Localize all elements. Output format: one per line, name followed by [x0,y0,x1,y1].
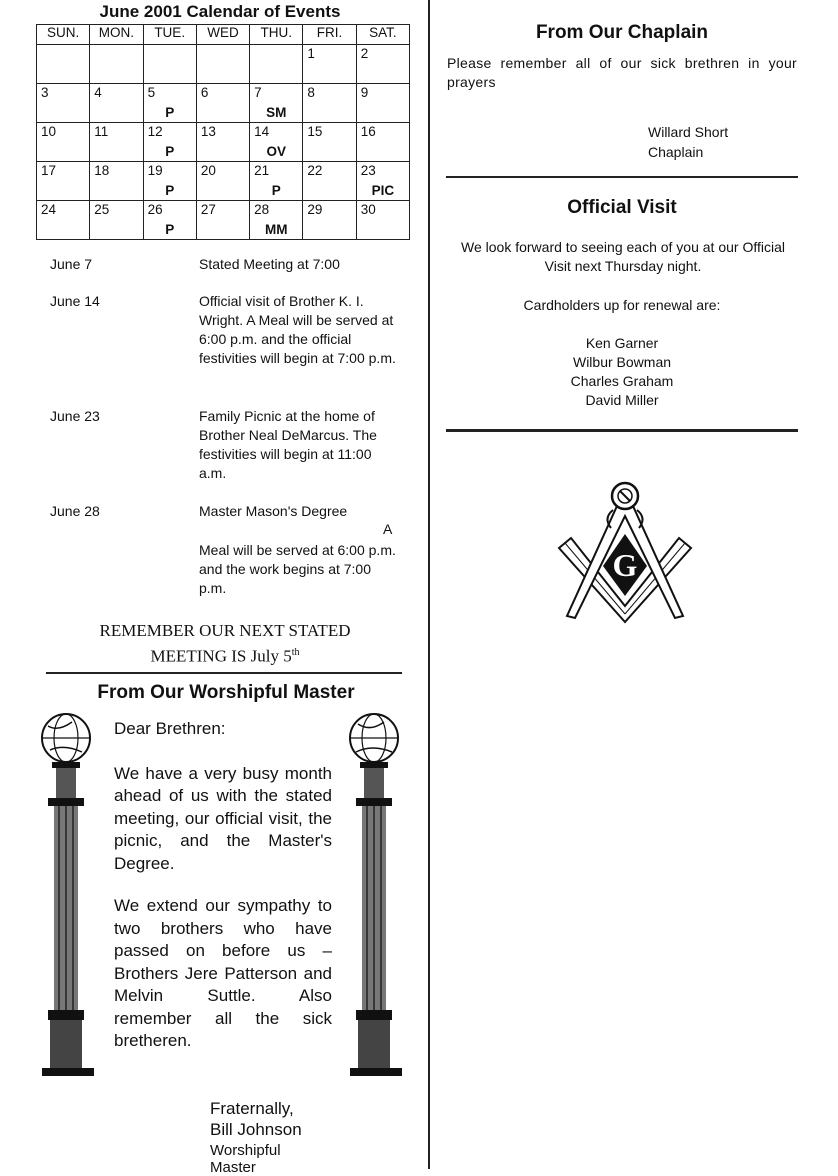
calendar-day-cell [356,201,409,240]
calendar-day-cell [250,123,303,162]
square-and-compass-emblem [555,476,695,626]
calendar-day-cell [196,162,249,201]
calendar-week-row [37,162,410,201]
event-code: P [165,183,175,198]
calendar-day-cell [196,123,249,162]
day-number: 25 [94,202,110,217]
calendar-title: June 2001 Calendar of Events [99,2,341,21]
calendar-day-cell [37,123,90,162]
day-number: 7 [254,85,262,100]
left-pillar-illustration [38,712,100,1078]
calendar-day-cell [37,84,90,123]
calendar-day-cell [250,45,303,84]
day-number: 14 [254,124,270,139]
calendar-day-cell [90,84,143,123]
calendar-week-row [37,201,410,240]
calendar-day-cell [250,201,303,240]
calendar-day-cell [356,123,409,162]
event-date: June 14 [50,293,100,309]
emblem-letter: G [612,547,638,583]
column-divider [428,0,430,1169]
letter-paragraph: We extend our sympathy to two brothers who have passed on before us – Brothers Jere Patterson and Melvin Suttle. Also remember all the sick bretheren. [114,896,332,1050]
section-divider [446,429,798,432]
calendar-day-cell [90,123,143,162]
calendar-day-cell [143,84,196,123]
day-number: 27 [200,202,216,217]
calendar-day-cell [303,162,356,201]
calendar-day-cell [303,84,356,123]
day-number: 18 [94,163,110,178]
calendar-day-cell [303,45,356,84]
section-divider [46,672,402,674]
day-number: 29 [307,202,323,217]
worshipful-master-title: From Our Worshipful Master [97,682,355,703]
cardholder-name: Ken Garner [585,335,659,351]
day-header: SUN. [37,25,90,45]
calendar-day-cell [303,123,356,162]
day-header: MON. [90,25,143,45]
event-code: P [165,222,175,237]
day-number: 24 [41,202,57,217]
day-number: 6 [200,85,209,100]
day-header: SAT. [356,25,409,45]
calendar-table [36,24,410,240]
event-code: MM [265,222,288,237]
day-number: 19 [147,163,163,178]
day-number: 20 [200,163,216,178]
chaplain-message: Please remember all of our sick brethren in your prayers [447,55,797,90]
day-number: 11 [94,124,109,139]
day-number: 28 [254,202,270,217]
day-number: 10 [41,124,57,139]
section-divider [446,176,798,178]
cardholders-label: Cardholders up for renewal are: [523,297,721,313]
calendar-day-cell [90,45,143,84]
event-continuation-letter: A [383,521,393,537]
signature-role: Master [210,1159,256,1176]
calendar-day-cell [90,201,143,240]
right-pillar-illustration [344,712,406,1078]
event-date: June 28 [50,503,100,519]
day-header: THU. [250,25,303,45]
event-code: P [165,105,175,120]
worshipful-master-letter [114,718,332,1053]
calendar-week-row [37,84,410,123]
calendar-day-cell [303,201,356,240]
calendar-day-cell [196,45,249,84]
letter-greeting: Dear Brethren: [114,719,226,738]
calendar-day-cell [37,201,90,240]
letter-signature [210,1098,302,1175]
reminder-notice [60,620,390,668]
event-date: June 23 [50,408,100,424]
event-description-continued: Meal will be served at 6:00 p.m. and the work begins at 7:00 p.m. [199,542,396,596]
reminder-line: REMEMBER OUR NEXT STATED [99,621,351,640]
day-number: 26 [147,202,163,217]
day-number: 12 [147,124,163,139]
calendar-day-cell [37,45,90,84]
event-code: PIC [371,183,395,198]
calendar-day-cell [250,84,303,123]
calendar-day-cell [250,162,303,201]
official-visit-message: We look forward to seeing each of you at our Official Visit next Thursday night. [461,239,785,274]
day-number: 16 [360,124,376,139]
event-description: Family Picnic at the home of Brother Neal DeMarcus. The festivities will begin at 11:00 a.m. [199,408,377,481]
day-number: 4 [94,85,102,100]
signature-role: Worshipful [210,1142,281,1159]
chaplain-role: Chaplain [648,144,704,160]
event-code: P [271,183,281,198]
calendar-day-cell [196,84,249,123]
event-description: Stated Meeting at 7:00 [199,256,340,272]
letter-paragraph: We have a very busy month ahead of us with the stated meeting, our official visit, the picnic, and the Master's Degree. [114,763,332,873]
event-code: OV [266,144,287,159]
event-description: Official visit of Brother K. I. Wright. A Meal will be served at 6:00 p.m. and the official festivities will begin at 7:00 p.m. [199,293,396,366]
event-code: SM [266,105,287,120]
day-number: 2 [360,46,369,61]
event-date: June 7 [50,256,93,272]
calendar-day-cell [143,162,196,201]
signature-closing: Fraternally, [210,1099,294,1118]
day-number: 5 [147,85,156,100]
official-visit-title: Official Visit [567,197,677,218]
day-number: 22 [307,163,323,178]
calendar-day-cell [356,45,409,84]
day-header: WED [196,25,249,45]
event-description: Master Mason's Degree [199,503,348,519]
calendar-day-cell [356,162,409,201]
day-header: TUE. [143,25,196,45]
calendar-week-row [37,123,410,162]
reminder-line: MEETING IS July 5 [150,646,292,666]
calendar-day-cell [143,45,196,84]
cardholder-name: Wilbur Bowman [572,354,672,370]
day-number: 9 [360,85,369,100]
calendar-week-row [37,45,410,84]
chaplain-title: From Our Chaplain [535,22,709,43]
day-number: 30 [360,202,376,217]
day-number: 3 [41,85,49,100]
cardholder-name: Charles Graham [570,373,674,389]
reminder-superscript: th [291,647,300,658]
calendar-day-cell [356,84,409,123]
calendar-header-row [37,25,410,45]
cardholder-name: David Miller [585,392,659,408]
day-number: 13 [200,124,216,139]
day-number: 8 [307,85,315,100]
day-number: 1 [307,46,315,61]
calendar-day-cell [90,162,143,201]
day-number: 17 [41,163,57,178]
day-header: FRI. [303,25,356,45]
day-number: 15 [307,124,323,139]
day-number: 23 [360,163,376,178]
chaplain-name: Willard Short [648,124,729,140]
calendar-day-cell [37,162,90,201]
calendar-day-cell [196,201,249,240]
calendar-day-cell [143,123,196,162]
day-number: 21 [254,163,270,178]
event-code: P [165,144,175,159]
signature-name: Bill Johnson [210,1120,302,1139]
calendar-day-cell [143,201,196,240]
